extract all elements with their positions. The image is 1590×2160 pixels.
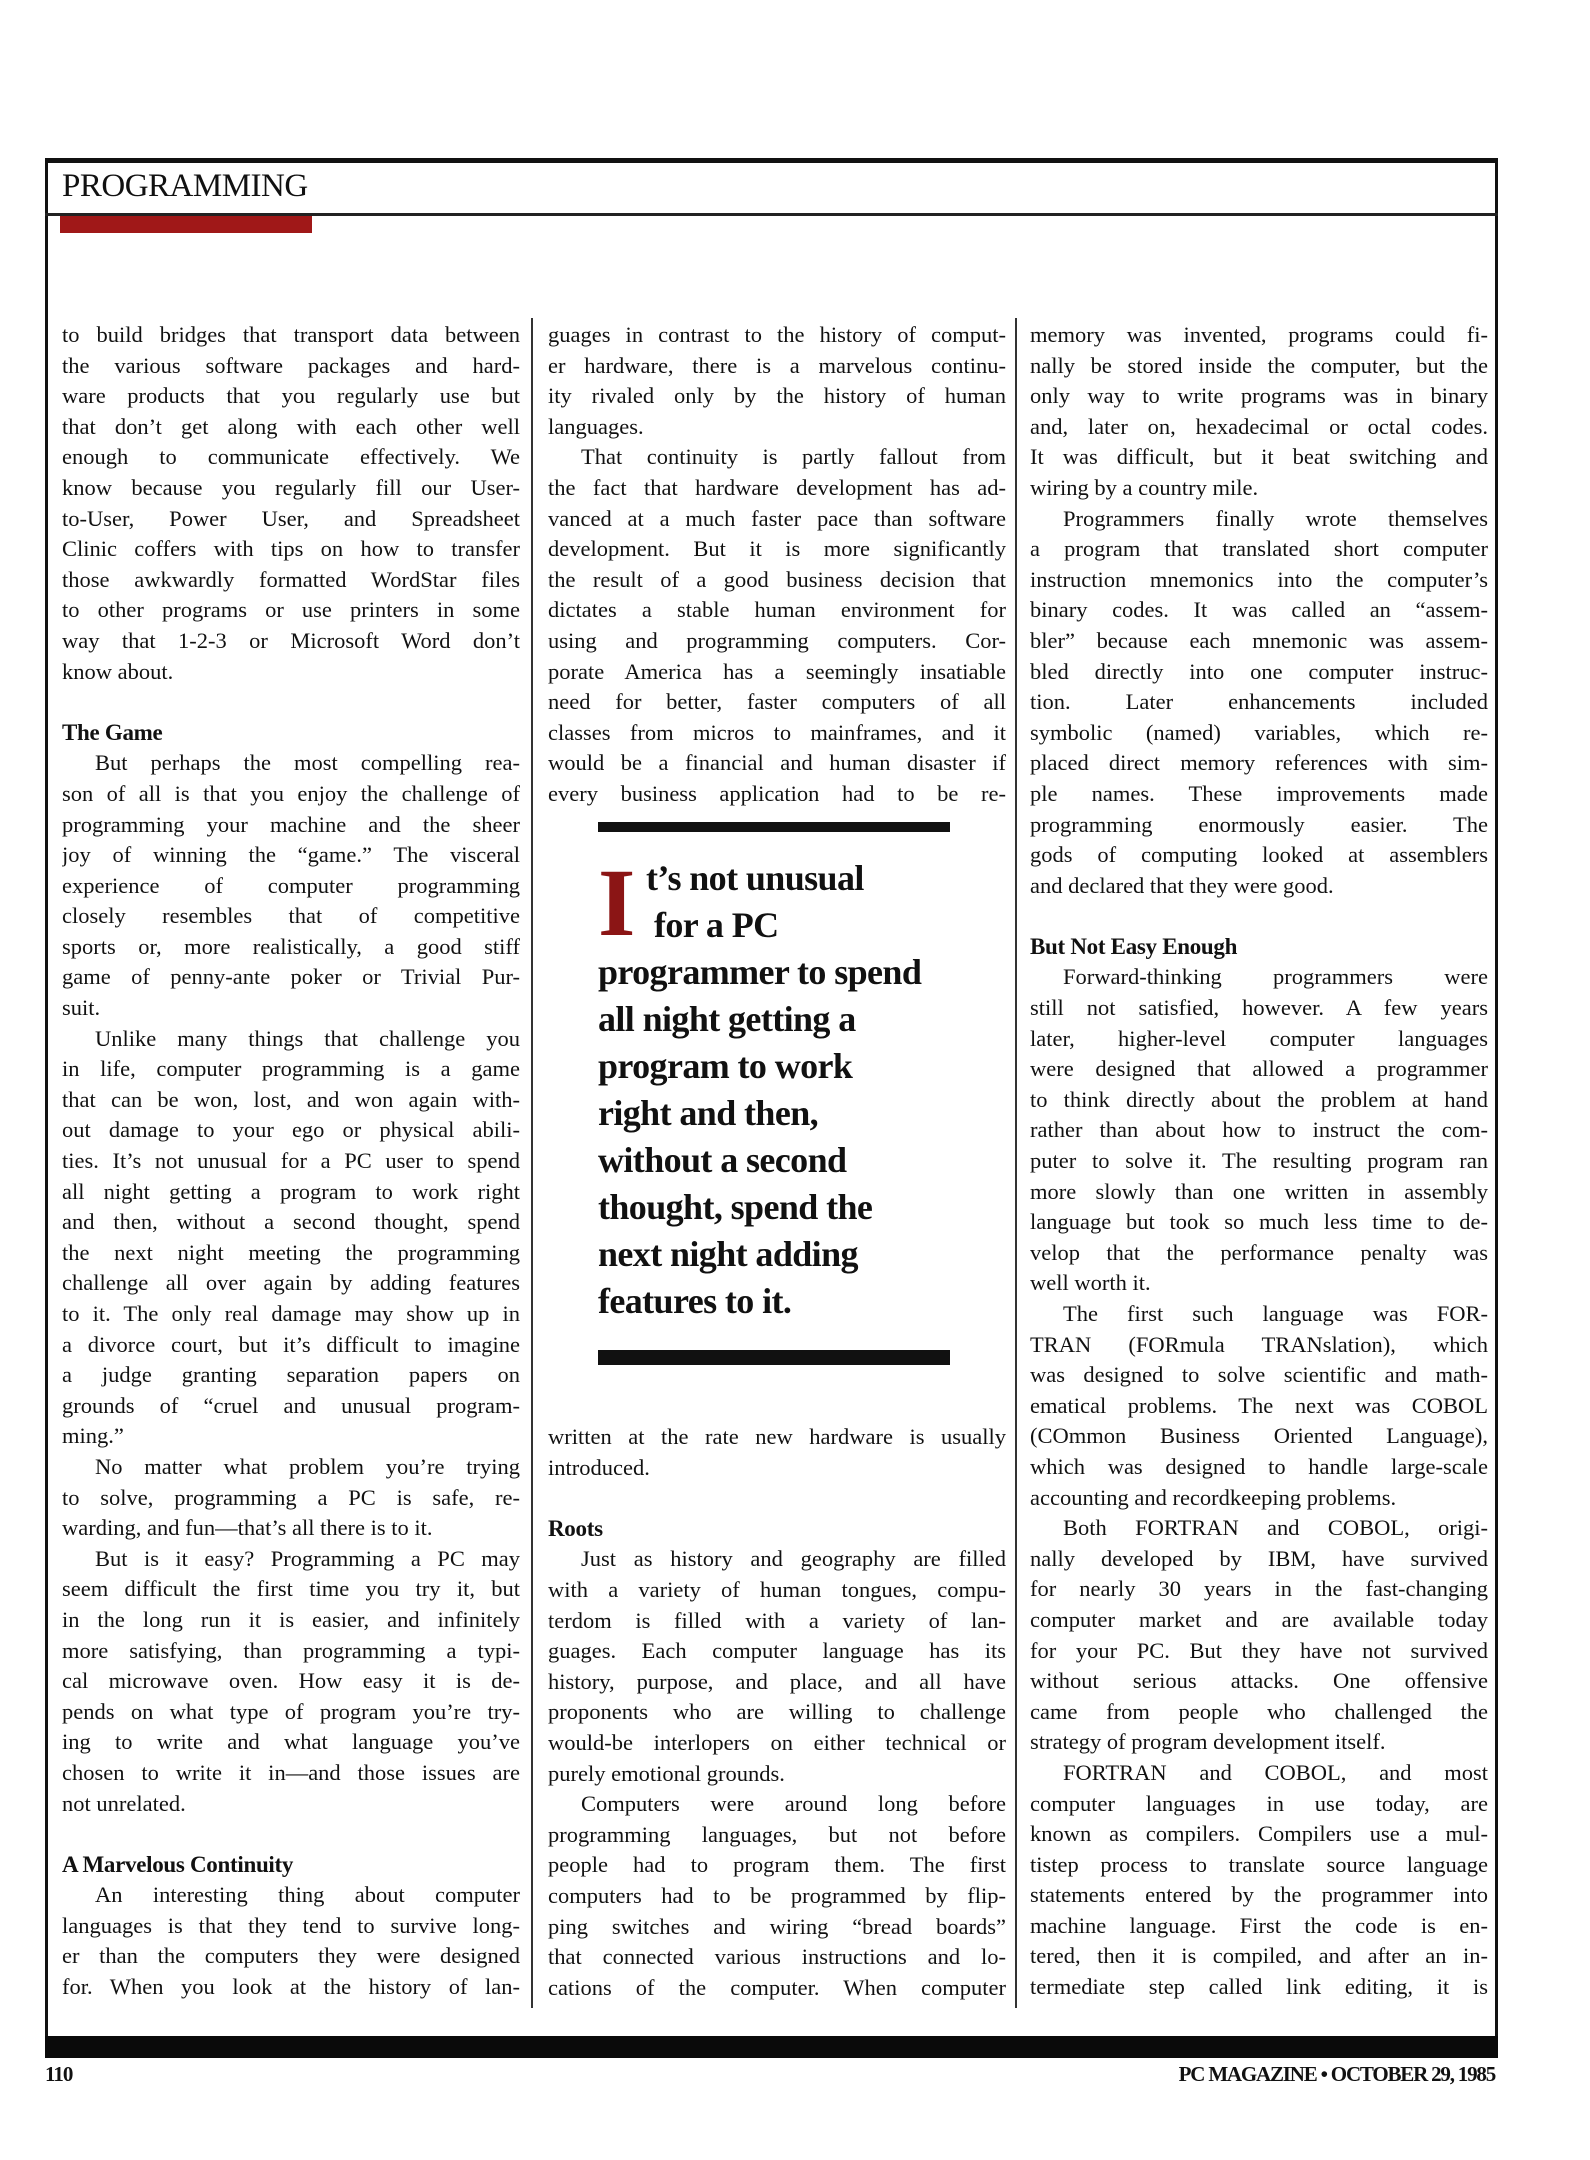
text-line: seem difficult the first time you try it, but: [62, 1576, 520, 1602]
text-line: and then, without a second thought, spend: [62, 1209, 520, 1235]
text-line: know because you regularly fill our User-: [62, 474, 520, 500]
text-line: cations of the computer. When computer: [548, 1974, 1006, 2000]
text-line: instruction mnemonics into the computer’s: [1030, 566, 1488, 592]
text-line: joy of winning the “game.” The visceral: [62, 842, 520, 868]
frame-left-rule: [45, 158, 48, 2048]
text-line: every business application had to be re-: [548, 780, 1006, 806]
blank-line: [548, 1483, 1006, 1514]
text-line: need for better, faster computers of all: [548, 689, 1006, 715]
pull-quote-bottom-rule: [598, 1350, 950, 1365]
text-line: bler” because each mnemonic was assem-: [1030, 627, 1488, 653]
text-line: binary codes. It was called an “assem-: [1030, 597, 1488, 623]
text-line: rather than about how to instruct the com-: [1030, 1117, 1488, 1143]
text-line: enough to communicate effectively. We: [62, 444, 520, 470]
text-line: that don’t get along with each other well: [62, 413, 520, 439]
text-line: It was difficult, but it beat switching and: [1030, 444, 1488, 470]
pull-quote-line: programmer to spend: [598, 952, 922, 992]
column-divider: [531, 318, 533, 2008]
text-line: development. But it is more significantly: [548, 536, 1006, 562]
text-line: which was designed to handle large-scale: [1030, 1453, 1488, 1479]
text-line: people had to program them. The first: [548, 1852, 1006, 1878]
text-line: would-be interlopers on either technical or: [548, 1729, 1006, 1755]
text-line: suit.: [62, 995, 101, 1021]
text-line: ware products that you regularly use but: [62, 383, 520, 409]
text-line: programming your machine and the sheer: [62, 811, 520, 837]
text-line: ping switches and wiring “bread boards”: [548, 1913, 1006, 1939]
text-line: porate America has a seemingly insatiable: [548, 658, 1006, 684]
text-line: cal microwave oven. How easy it is de-: [62, 1668, 520, 1694]
pull-quote-line: features to it.: [598, 1281, 792, 1321]
pull-quote-line: all night getting a: [598, 999, 856, 1039]
text-line: But perhaps the most compelling rea-: [95, 750, 520, 776]
text-line: all night getting a program to work right: [62, 1178, 520, 1204]
text-line: Unlike many things that challenge you: [95, 1025, 520, 1051]
pull-quote-line: without a second: [598, 1140, 847, 1180]
text-line: the result of a good business decision that: [548, 566, 1006, 592]
text-line: (COmmon Business Oriented Language),: [1030, 1423, 1488, 1449]
article-column-2-bottom: [548, 1422, 1006, 2003]
article-column-1: [62, 320, 520, 2003]
text-line: ming.”: [62, 1423, 124, 1449]
text-line: out damage to your ego or physical abili-: [62, 1117, 520, 1143]
text-line: bled directly into one computer instruc-: [1030, 658, 1488, 684]
text-line: guages in contrast to the history of comput-: [548, 322, 1006, 347]
text-line: the fact that hardware development has ad-: [548, 474, 1006, 500]
text-line: to other programs or use printers in some: [62, 597, 520, 623]
text-line: to think directly about the problem at hand: [1030, 1086, 1488, 1112]
text-line: chosen to write it in—and those issues are: [62, 1759, 520, 1785]
text-line: velop that the performance penalty was: [1030, 1239, 1488, 1265]
text-line: way that 1-2-3 or Microsoft Word don’t: [62, 627, 520, 653]
pull-quote-line: thought, spend the: [598, 1187, 873, 1227]
blank-line: [62, 687, 520, 718]
text-line: son of all is that you enjoy the challenge of: [62, 780, 520, 806]
text-line: Forward-thinking programmers were: [1063, 964, 1488, 990]
text-line: the various software packages and hard-: [62, 352, 520, 378]
text-line: those awkwardly formatted WordStar files: [62, 566, 520, 592]
text-line: programming languages, but not before: [548, 1821, 1006, 1847]
text-line: Clinic coffers with tips on how to transfer: [62, 536, 520, 562]
text-line: ties. It’s not unusual for a PC user to spend: [62, 1148, 520, 1174]
text-line: and declared that they were good.: [1030, 872, 1334, 898]
text-line: pends on what type of program you’re try-: [62, 1698, 520, 1724]
text-line: TRAN (FORmula TRANslation), which: [1030, 1331, 1488, 1357]
text-line: challenge all over again by adding features: [62, 1270, 520, 1296]
section-heading: But Not Easy Enough: [1030, 933, 1238, 959]
text-line: still not satisfied, however. A few years: [1030, 995, 1488, 1021]
text-line: The first such language was FOR-: [1063, 1301, 1488, 1326]
text-line: more satisfying, than programming a typi-: [62, 1637, 520, 1663]
text-line: was designed to solve scientific and math-: [1030, 1362, 1488, 1388]
text-line: a divorce court, but it’s difficult to imagine: [62, 1331, 520, 1357]
text-line: ity rivaled only by the history of human: [548, 383, 1006, 409]
pull-quote: [598, 849, 978, 1325]
text-line: dictates a stable human environment for: [548, 597, 1006, 623]
text-line: tion. Later enhancements included: [1030, 689, 1488, 715]
section-heading: Roots: [548, 1515, 603, 1541]
text-line: tered, then it is compiled, and after an in-: [1030, 1943, 1488, 1969]
section-label: PROGRAMMING: [62, 168, 308, 204]
section-accent-bar: [60, 216, 312, 233]
text-line: Programmers finally wrote themselves: [1063, 505, 1488, 531]
text-line: machine language. First the code is en-: [1030, 1912, 1488, 1938]
text-line: using and programming computers. Cor-: [548, 627, 1006, 653]
publication-dateline: PC MAGAZINE • OCTOBER 29, 1985: [1178, 2062, 1495, 2086]
text-line: known as compilers. Compilers use a mul-: [1030, 1821, 1488, 1847]
column-divider: [1015, 318, 1017, 2008]
text-line: more slowly than one written in assembly: [1030, 1178, 1488, 1204]
text-line: a program that translated short computer: [1030, 536, 1488, 562]
text-line: the next night meeting the programming: [62, 1239, 520, 1265]
text-line: computers had to be programmed by flip-: [548, 1882, 1006, 1908]
text-line: and, later on, hexadecimal or octal codes.: [1030, 413, 1488, 439]
text-line: languages.: [548, 413, 644, 439]
text-line: game of penny-ante poker or Trivial Pur-: [62, 964, 520, 990]
text-line: Both FORTRAN and COBOL, origi-: [1063, 1515, 1488, 1541]
text-line: ematical problems. The next was COBOL: [1030, 1392, 1488, 1418]
text-line: FORTRAN and COBOL, and most: [1063, 1759, 1488, 1785]
blank-line: [1030, 901, 1488, 932]
text-line: to-User, Power User, and Spreadsheet: [62, 505, 520, 531]
text-line: with a variety of human tongues, compu-: [548, 1576, 1006, 1602]
text-line: terdom is filled with a variety of lan-: [548, 1607, 1006, 1633]
article-column-2-top: [548, 320, 1006, 810]
text-line: Just as history and geography are filled: [581, 1546, 1006, 1572]
text-line: gods of computing looked at assemblers: [1030, 842, 1488, 868]
text-line: symbolic (named) variables, which re-: [1030, 719, 1488, 745]
text-line: nally developed by IBM, have survived: [1030, 1545, 1488, 1571]
text-line: classes from micros to mainframes, and it: [548, 719, 1006, 745]
frame-right-rule: [1495, 158, 1498, 2048]
text-line: accounting and recordkeeping problems.: [1030, 1484, 1397, 1510]
text-line: computer market and are available today: [1030, 1606, 1488, 1632]
text-line: sports or, more realistically, a good stiff: [62, 933, 520, 959]
text-line: purely emotional grounds.: [548, 1760, 785, 1786]
text-line: experience of computer programming: [62, 872, 520, 898]
text-line: history, purpose, and place, and all have: [548, 1668, 1006, 1694]
text-line: That continuity is partly fallout from: [581, 444, 1006, 470]
text-line: nally be stored inside the computer, but the: [1030, 352, 1488, 378]
text-line: in the long run it is easier, and infinitely: [62, 1606, 520, 1632]
text-line: But is it easy? Programming a PC may: [95, 1545, 520, 1571]
text-line: ing to write and what language you’ve: [62, 1729, 520, 1755]
text-line: later, higher-level computer languages: [1030, 1025, 1488, 1051]
text-line: that can be won, lost, and won again with-: [62, 1086, 520, 1112]
text-line: No matter what problem you’re trying: [95, 1453, 520, 1479]
text-line: warding, and fun—that’s all there is to it.: [62, 1515, 433, 1541]
text-line: written at the rate new hardware is usually: [548, 1424, 1006, 1449]
text-line: An interesting thing about computer: [95, 1882, 520, 1908]
text-line: for nearly 30 years in the fast-changing: [1030, 1576, 1488, 1602]
text-line: know about.: [62, 658, 174, 684]
pull-quote-line: t’s not unusual: [646, 858, 864, 898]
text-line: statements entered by the programmer into: [1030, 1882, 1488, 1908]
text-line: to it. The only real damage may show up in: [62, 1301, 520, 1326]
text-line: computer languages in use today, are: [1030, 1790, 1488, 1816]
text-line: languages is that they tend to survive long-: [62, 1912, 520, 1938]
text-line: that connected various instructions and lo-: [548, 1944, 1006, 1970]
text-line: only way to write programs was in binary: [1030, 383, 1488, 409]
text-line: were designed that allowed a programmer: [1030, 1056, 1488, 1082]
text-line: Computers were around long before: [581, 1791, 1006, 1817]
text-line: for your PC. But they have not survived: [1030, 1637, 1488, 1663]
text-line: tistep process to translate source language: [1030, 1851, 1488, 1877]
text-line: to solve, programming a PC is safe, re-: [62, 1484, 520, 1510]
text-line: er hardware, there is a marvelous continu-: [548, 352, 1006, 378]
text-line: termediate step called link editing, it is: [1030, 1974, 1488, 2000]
section-heading: The Game: [62, 719, 163, 745]
pull-quote-line: for a PC: [654, 905, 779, 945]
pull-quote-top-rule: [598, 822, 950, 832]
text-line: closely resembles that of competitive: [62, 903, 520, 929]
text-line: language but took so much less time to de-: [1030, 1209, 1488, 1235]
pull-quote-line: program to work: [598, 1046, 853, 1086]
page-number: 110: [45, 2062, 73, 2086]
text-line: wiring by a country mile.: [1030, 474, 1259, 500]
text-line: not unrelated.: [62, 1790, 186, 1816]
text-line: vanced at a much faster pace than software: [548, 505, 1006, 531]
pull-quote-line: right and then,: [598, 1093, 819, 1133]
text-line: placed direct memory references with sim-: [1030, 750, 1488, 776]
text-line: well worth it.: [1030, 1270, 1151, 1296]
article-column-3: [1030, 320, 1488, 2003]
text-line: introduced.: [548, 1454, 650, 1480]
text-line: would be a financial and human disaster if: [548, 750, 1006, 776]
text-line: in life, computer programming is a game: [62, 1056, 520, 1082]
text-line: strategy of program development itself.: [1030, 1729, 1386, 1755]
text-line: came from people who challenged the: [1030, 1698, 1488, 1724]
text-line: a judge granting separation papers on: [62, 1362, 520, 1388]
text-line: guages. Each computer language has its: [548, 1638, 1006, 1664]
text-line: for. When you look at the history of lan-: [62, 1974, 520, 2000]
pull-quote-drop-cap: I: [598, 849, 635, 956]
text-line: programming enormously easier. The: [1030, 811, 1488, 837]
text-line: grounds of “cruel and unusual program-: [62, 1392, 520, 1418]
text-line: ple names. These improvements made: [1030, 780, 1488, 806]
text-line: puter to solve it. The resulting program ran: [1030, 1148, 1488, 1174]
frame-top-rule: [45, 158, 1498, 163]
footer-bar: [45, 2036, 1498, 2058]
section-heading: A Marvelous Continuity: [62, 1851, 294, 1877]
text-line: er than the computers they were designed: [62, 1943, 520, 1969]
text-line: proponents who are willing to challenge: [548, 1699, 1006, 1725]
text-line: without serious attacks. One offensive: [1030, 1668, 1488, 1694]
text-line: to build bridges that transport data between: [62, 322, 520, 347]
pull-quote-line: next night adding: [598, 1234, 858, 1274]
blank-line: [62, 1819, 520, 1850]
text-line: memory was invented, programs could fi-: [1030, 322, 1488, 347]
